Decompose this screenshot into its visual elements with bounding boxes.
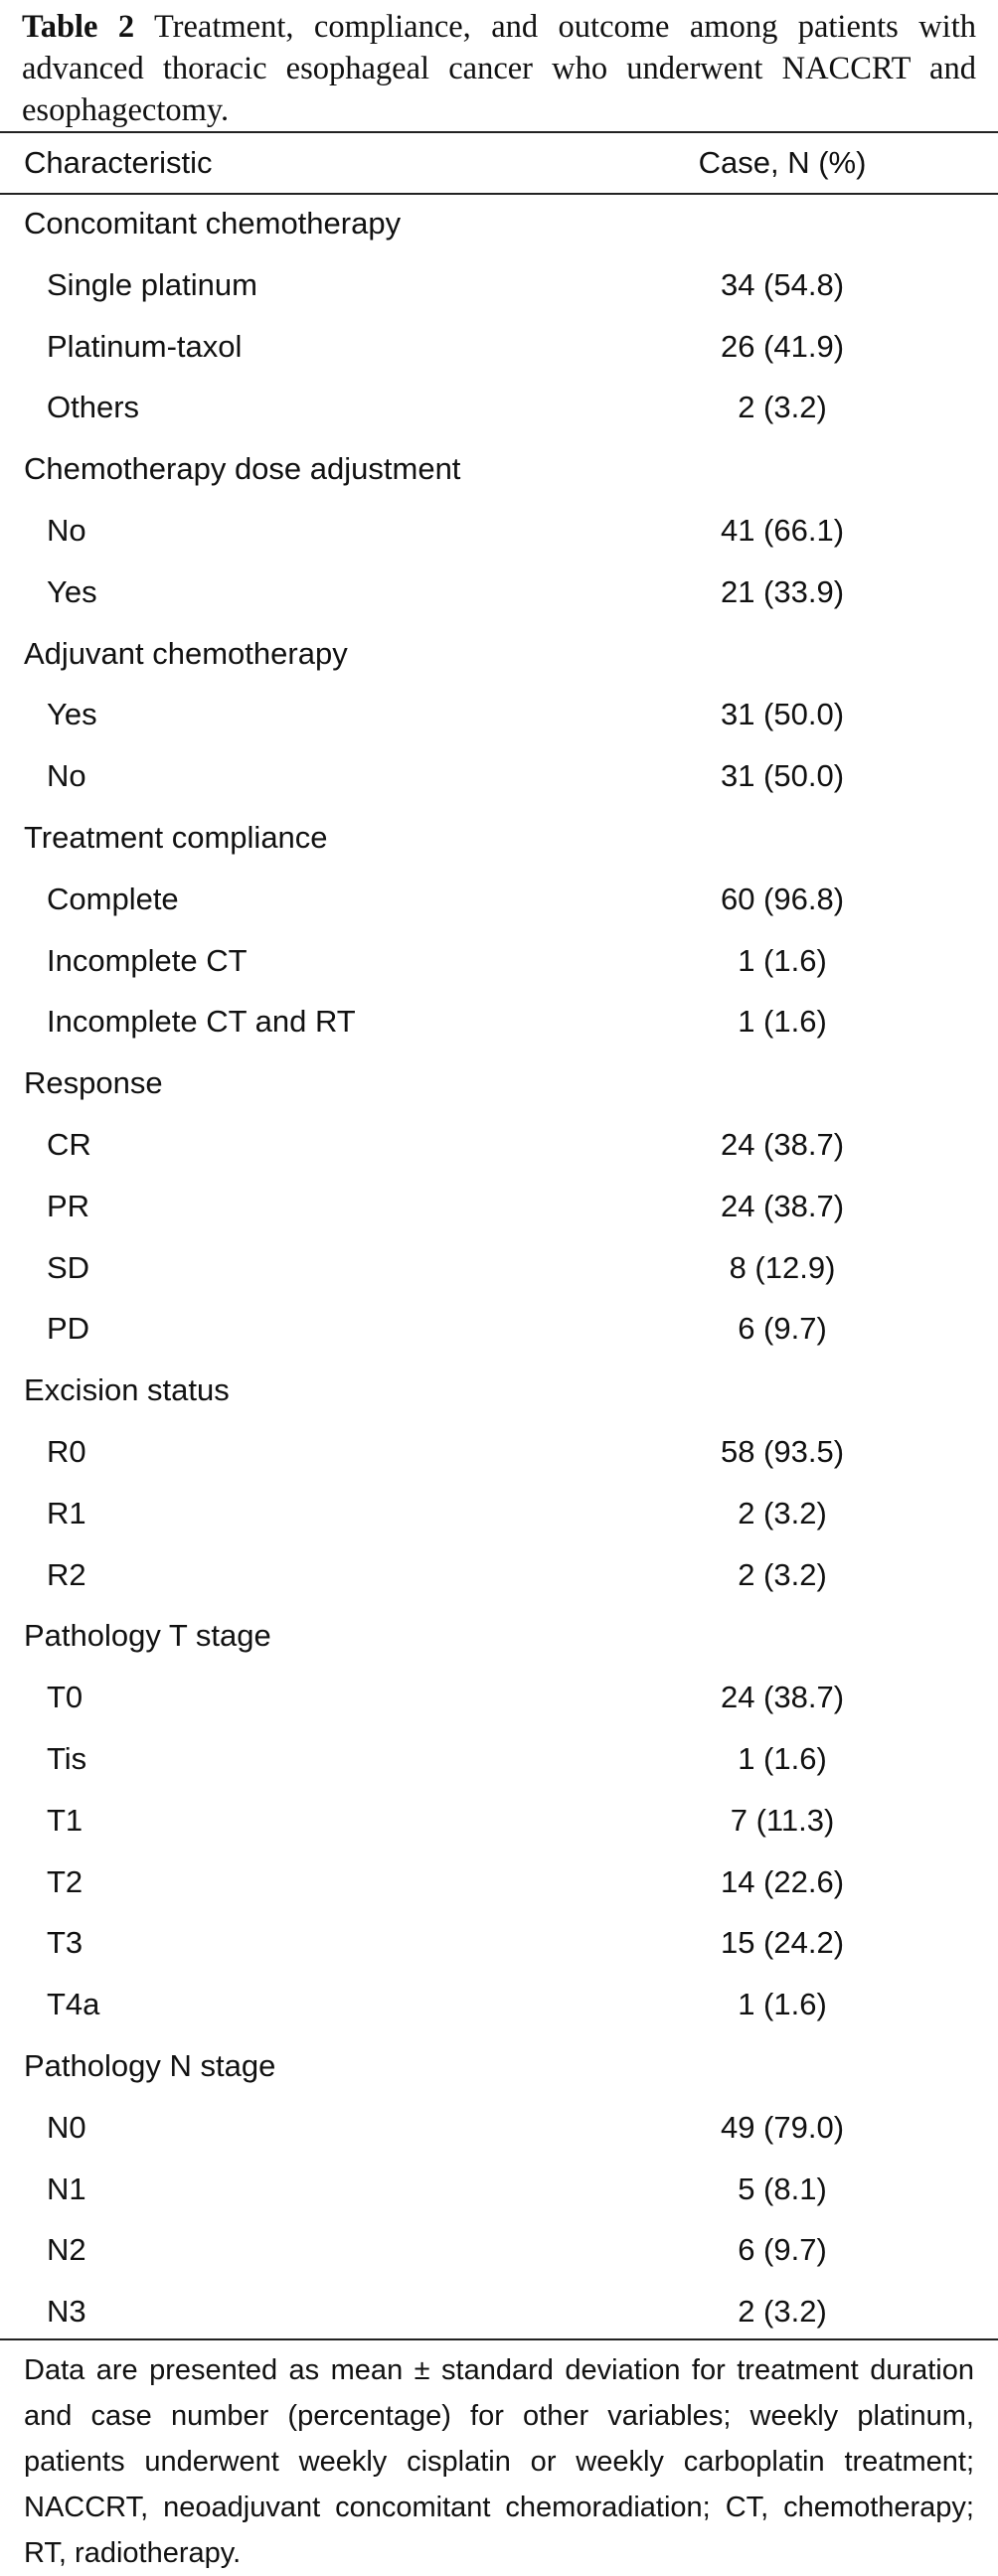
row-label: T2 [47, 1863, 83, 1899]
table-row [0, 1975, 998, 2036]
row-value: 1 (1.6) [738, 1987, 827, 2022]
row-label: T0 [47, 1680, 83, 1715]
table-row [0, 746, 998, 808]
row-label: N2 [47, 2232, 86, 2268]
row-label: T1 [47, 1802, 83, 1838]
table-row [0, 685, 998, 746]
table-row [0, 1115, 998, 1177]
table-group-row [0, 808, 998, 870]
table-row [0, 870, 998, 931]
row-value: 24 (38.7) [720, 1188, 845, 1223]
row-label: PD [47, 1311, 90, 1347]
table-row [0, 378, 998, 439]
table-group-row [0, 1606, 998, 1668]
row-label: Tis [47, 1740, 87, 1776]
row-value: 21 (33.9) [720, 573, 845, 609]
table-row [0, 931, 998, 993]
row-value: 8 (12.9) [729, 1249, 836, 1285]
table-row [0, 501, 998, 563]
table-row [0, 992, 998, 1053]
table-row [0, 1791, 998, 1852]
group-label: Concomitant chemotherapy [24, 206, 402, 241]
row-value: 41 (66.1) [720, 512, 845, 548]
row-value: 15 (24.2) [720, 1925, 845, 1961]
table-caption [22, 6, 976, 131]
group-label: Chemotherapy dose adjustment [24, 451, 461, 487]
row-value: 31 (50.0) [720, 758, 845, 794]
table-footnote: Data are presented as mean ± standard deviation for treatment duration and case number (percentage) for other variables; weekly platinum, patients underwent weekly cisplatin or weekly carboplatin treatment; NACCRT, neoadjuvant concomitant chemoradiation; CT, chemotherapy; RT, radiotherapy. [24, 2354, 974, 2569]
row-value: 49 (79.0) [720, 2109, 845, 2145]
row-value: 1 (1.6) [738, 1740, 827, 1776]
table-group-row [0, 624, 998, 686]
row-label: N0 [47, 2109, 86, 2145]
row-label: SD [47, 1249, 90, 1285]
row-label: T4a [47, 1987, 100, 2022]
row-value: 31 (50.0) [720, 697, 845, 732]
table-row [0, 2098, 998, 2160]
header-characteristic: Characteristic [24, 145, 213, 180]
row-value: 58 (93.5) [720, 1433, 845, 1469]
row-label: N1 [47, 2171, 86, 2206]
row-label: Yes [47, 573, 97, 609]
table-row [0, 563, 998, 624]
table-row [0, 1177, 998, 1238]
table-row [0, 1238, 998, 1300]
table-row [0, 1913, 998, 1975]
table-row [0, 1545, 998, 1607]
row-value: 7 (11.3) [730, 1802, 835, 1838]
table-row [0, 2160, 998, 2221]
table-group-row [0, 1053, 998, 1115]
table-group-row [0, 1361, 998, 1422]
table-row [0, 1422, 998, 1484]
row-label: Yes [47, 697, 97, 732]
row-label: T3 [47, 1925, 83, 1961]
table-row [0, 1729, 998, 1791]
row-value: 2 (3.2) [738, 2294, 827, 2330]
table-row [0, 2220, 998, 2282]
row-label: Others [47, 390, 140, 425]
table-row [0, 1852, 998, 1914]
row-label: No [47, 758, 86, 794]
table-caption-text: Treatment, compliance, and outcome among patients with advanced thoracic esophageal cancer who underwent NACCRT and esophagectomy. [22, 9, 976, 128]
row-label: Incomplete CT and RT [47, 1004, 356, 1040]
row-value: 6 (9.7) [738, 1311, 827, 1347]
row-value: 34 (54.8) [720, 266, 845, 302]
row-label: Single platinum [47, 266, 257, 302]
row-value: 26 (41.9) [720, 328, 845, 364]
row-label: PR [47, 1188, 90, 1223]
row-value: 1 (1.6) [738, 1004, 827, 1040]
row-value: 60 (96.8) [720, 881, 845, 916]
table-row [0, 1299, 998, 1361]
row-value: 14 (22.6) [720, 1863, 845, 1899]
row-value: 2 (3.2) [738, 390, 827, 425]
group-label: Pathology T stage [24, 1618, 271, 1654]
row-value: 24 (38.7) [720, 1126, 845, 1162]
row-label: R2 [47, 1556, 86, 1592]
table-bottom-rule [0, 2338, 998, 2340]
row-value: 6 (9.7) [738, 2232, 827, 2268]
row-label: R1 [47, 1495, 86, 1530]
row-value: 5 (8.1) [738, 2171, 827, 2206]
table-row [0, 2282, 998, 2343]
table-group-row [0, 439, 998, 501]
row-label: Incomplete CT [47, 942, 248, 978]
table-row [0, 1484, 998, 1545]
table-row [0, 1668, 998, 1729]
table-body [0, 194, 998, 2343]
table-group-row [0, 194, 998, 255]
group-label: Adjuvant chemotherapy [24, 635, 348, 671]
table-caption-label: Table 2 [22, 9, 135, 45]
row-label: R0 [47, 1433, 86, 1469]
row-value: 24 (38.7) [720, 1680, 845, 1715]
group-label: Treatment compliance [24, 819, 328, 855]
row-value: 1 (1.6) [738, 942, 827, 978]
row-label: No [47, 512, 86, 548]
header-case: Case, N (%) [698, 145, 867, 180]
group-label: Response [24, 1065, 163, 1101]
row-label: Complete [47, 881, 179, 916]
row-value: 2 (3.2) [738, 1556, 827, 1592]
row-label: Platinum-taxol [47, 328, 243, 364]
table-row [0, 255, 998, 317]
table-header [0, 133, 998, 193]
row-label: CR [47, 1126, 91, 1162]
row-value: 2 (3.2) [738, 1495, 827, 1530]
table-group-row [0, 2036, 998, 2098]
table-row [0, 317, 998, 379]
row-label: N3 [47, 2294, 86, 2330]
group-label: Pathology N stage [24, 2047, 276, 2083]
group-label: Excision status [24, 1372, 230, 1408]
